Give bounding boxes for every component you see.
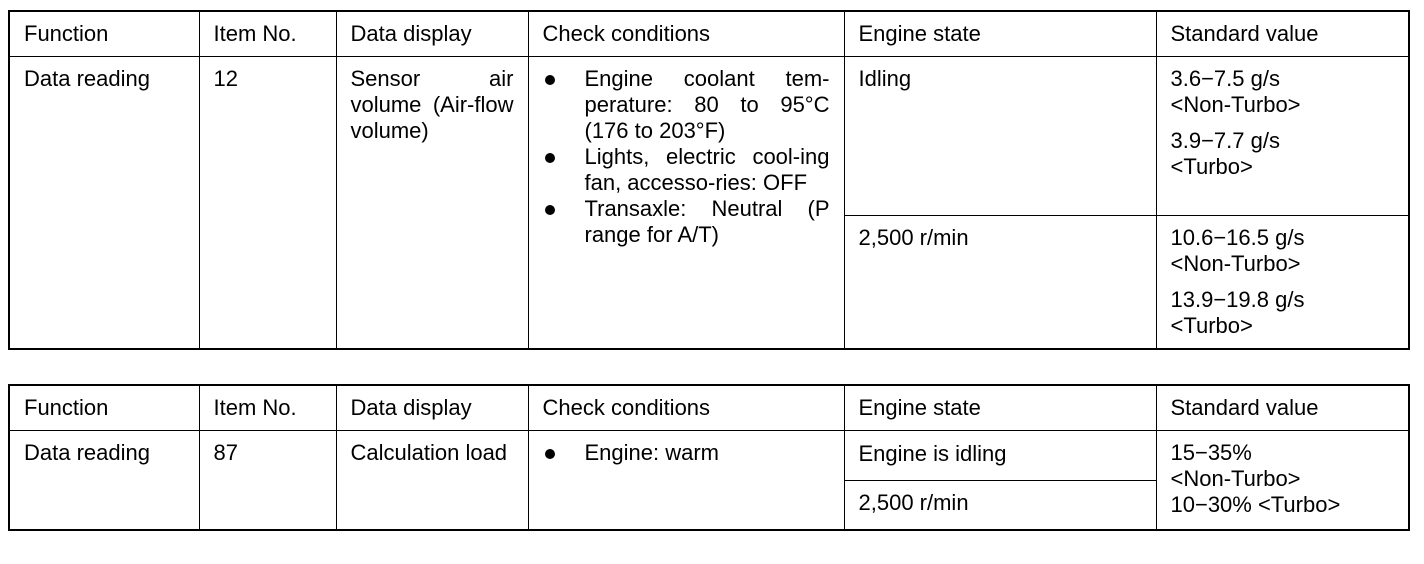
- function-cell: Data reading: [9, 57, 199, 350]
- list-item: Engine: warm: [543, 440, 830, 466]
- header-engine-state: Engine state: [844, 11, 1156, 57]
- item-no-cell: 12: [199, 57, 336, 350]
- header-item-no: Item No.: [199, 11, 336, 57]
- header-standard-value: Standard value: [1156, 11, 1409, 57]
- list-item: Lights, electric cool-ing fan, accesso-ries: OFF: [543, 144, 830, 196]
- variant-label: <Turbo>: [1170, 313, 1253, 338]
- standard-value-cell: [1156, 216, 1409, 350]
- header-row: [9, 11, 1409, 57]
- item-no-cell: 87: [199, 431, 336, 531]
- calculation-load-spec-table: [8, 384, 1410, 531]
- conditions-list: [543, 66, 830, 248]
- variant-label: <Non-Turbo>: [1170, 466, 1301, 491]
- variant-label: <Non-Turbo>: [1170, 251, 1301, 276]
- data-display-cell: Sensor air volume (Air-flow volume): [336, 57, 528, 350]
- header-check-conditions: Check conditions: [528, 11, 844, 57]
- list-item: Transaxle: Neutral (P range for A/T): [543, 196, 830, 248]
- header-standard-value: Standard value: [1156, 385, 1409, 431]
- standard-value-cell: [1156, 57, 1409, 216]
- conditions-list: [543, 440, 830, 466]
- engine-state-cell: 2,500 r/min: [844, 216, 1156, 350]
- check-conditions-cell: [528, 57, 844, 350]
- list-item: Engine coolant tem-perature: 80 to 95°C (176 to 203°F): [543, 66, 830, 144]
- header-function: Function: [9, 385, 199, 431]
- engine-state-cell: Engine is idling: [844, 431, 1156, 481]
- check-conditions-cell: [528, 431, 844, 531]
- standard-value: 10−30% <Turbo>: [1170, 492, 1341, 517]
- variant-label: <Turbo>: [1170, 154, 1253, 179]
- engine-state-cell: 2,500 r/min: [844, 481, 1156, 531]
- table-row: [9, 57, 1409, 216]
- header-row: [9, 385, 1409, 431]
- header-data-display: Data display: [336, 385, 528, 431]
- data-display-cell: Calculation load: [336, 431, 528, 531]
- engine-state-cell: Idling: [844, 57, 1156, 216]
- header-check-conditions: Check conditions: [528, 385, 844, 431]
- header-data-display: Data display: [336, 11, 528, 57]
- header-function: Function: [9, 11, 199, 57]
- variant-label: <Non-Turbo>: [1170, 92, 1301, 117]
- standard-value: 13.9−19.8 g/s: [1170, 287, 1305, 312]
- function-cell: Data reading: [9, 431, 199, 531]
- table-row: [9, 431, 1409, 481]
- header-engine-state: Engine state: [844, 385, 1156, 431]
- air-volume-spec-table: [8, 10, 1410, 350]
- standard-value-cell: [1156, 431, 1409, 531]
- standard-value: 15−35%: [1170, 440, 1252, 465]
- standard-value: 3.9−7.7 g/s: [1170, 128, 1280, 153]
- standard-value: 10.6−16.5 g/s: [1170, 225, 1305, 250]
- standard-value: 3.6−7.5 g/s: [1170, 66, 1280, 91]
- header-item-no: Item No.: [199, 385, 336, 431]
